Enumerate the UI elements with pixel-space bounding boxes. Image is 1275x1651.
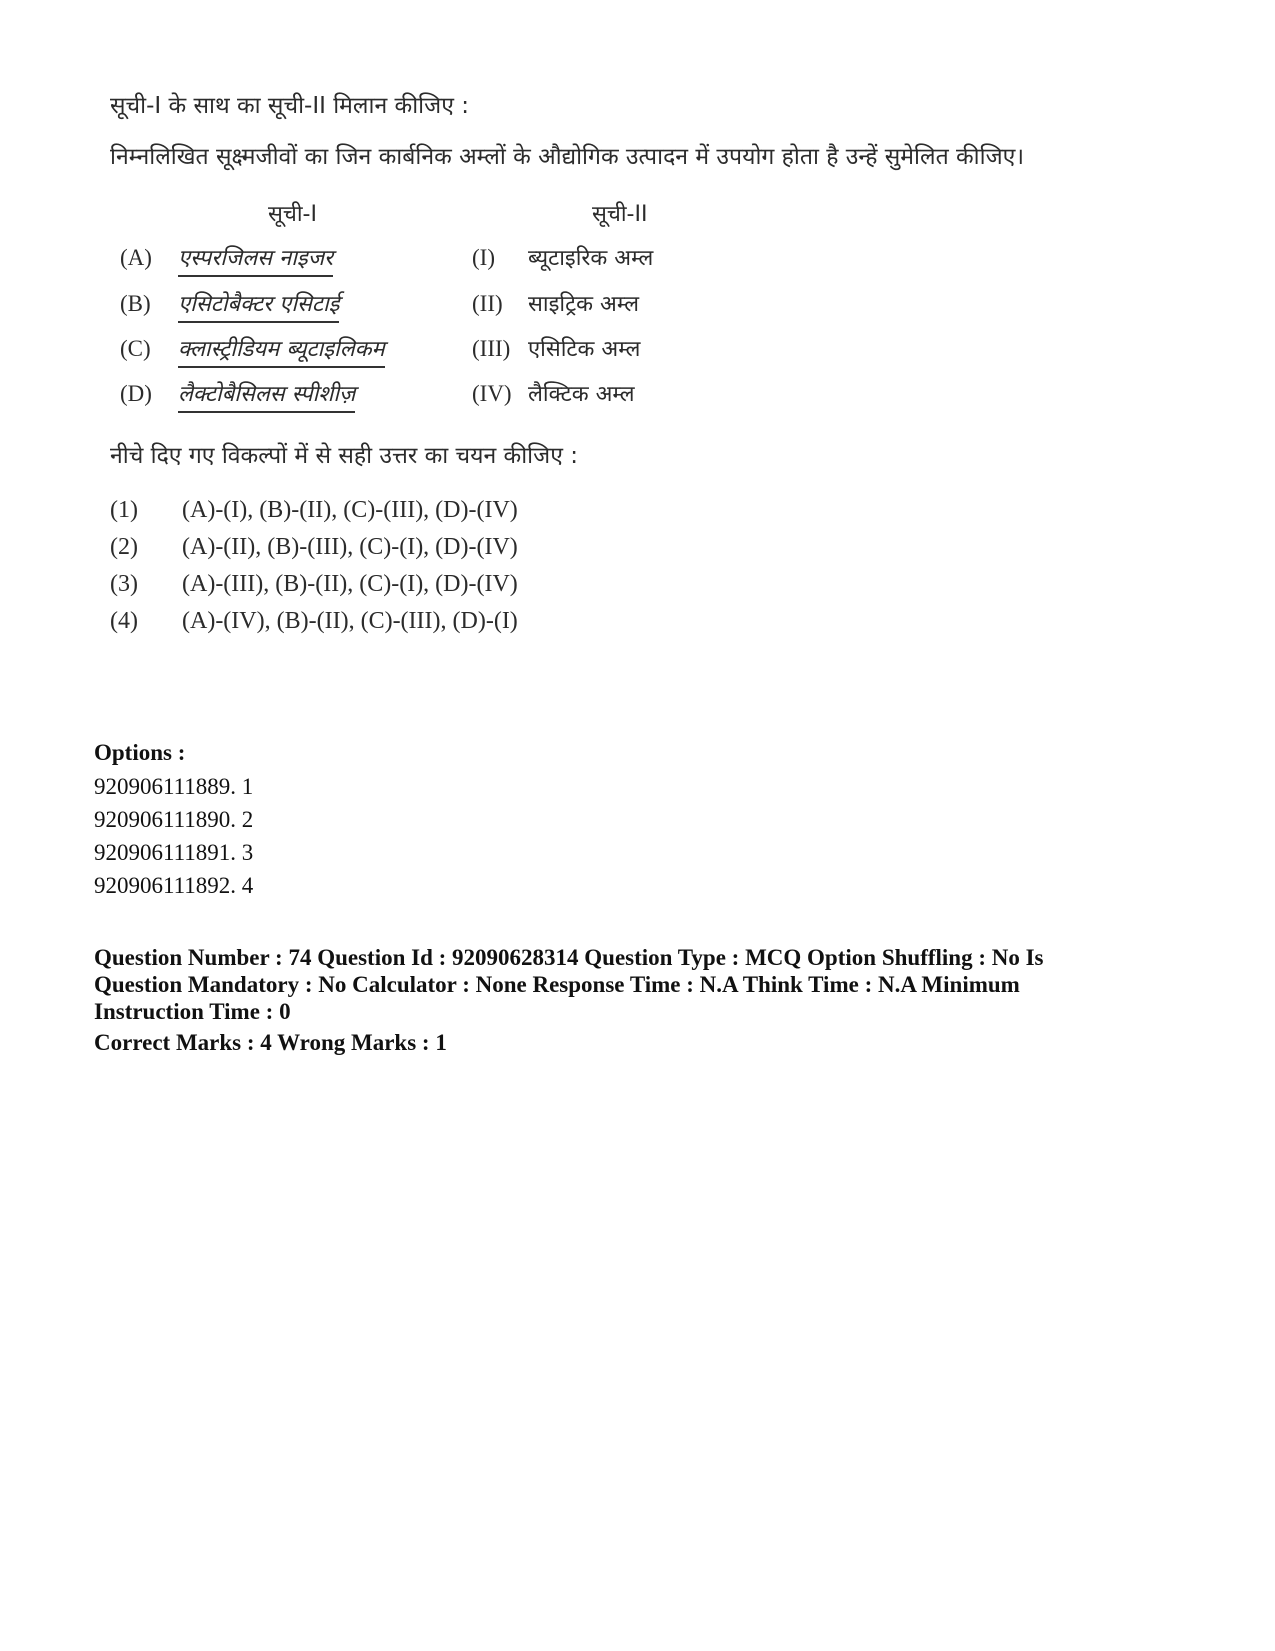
list2-item: साइट्रिक अम्ल [528, 292, 640, 317]
list1-item: एसिटोबैक्टर एसिटाई [178, 288, 339, 323]
question-info-line: Question Mandatory : No Calculator : None Response Time : N.A Think Time : N.A Minimum [94, 972, 1020, 997]
choice-text: (A)-(IV), (B)-(II), (C)-(III), (D)-(I) [182, 608, 518, 634]
list2-item: लैक्टिक अम्ल [528, 382, 635, 407]
option-id: 920906111889. 1 [94, 774, 254, 799]
list1-item: लैक्टोबैसिलस स्पीशीज़ [178, 378, 355, 413]
question-info-line: Question Number : 74 Question Id : 92090628314 Question Type : MCQ Option Shuffling : No Is [94, 945, 1044, 970]
answer-choice [110, 566, 1110, 603]
list1-label: (B) [120, 291, 151, 316]
list2-item: एसिटिक अम्ल [528, 337, 641, 362]
answer-choices [110, 492, 1110, 640]
choice-text: (A)-(III), (B)-(II), (C)-(I), (D)-(IV) [182, 571, 518, 597]
list2-row [472, 242, 653, 272]
match-table [110, 198, 1110, 428]
option-id: 920906111892. 4 [94, 873, 254, 898]
option-id: 920906111890. 2 [94, 807, 254, 832]
option-id-list [94, 770, 1104, 902]
question-instruction: निम्नलिखित सूक्ष्मजीवों का जिन कार्बनिक अम्लों के औद्योगिक उत्पादन में उपयोग होता है उन्हें सुमेलित कीजिए। [110, 144, 1025, 170]
option-id: 920906111891. 3 [94, 840, 254, 865]
answer-choice [110, 529, 1110, 566]
list1-label: (A) [120, 245, 152, 270]
question-info-line: Instruction Time : 0 [94, 999, 291, 1024]
question-info [94, 944, 1104, 1025]
choice-number: (2) [110, 534, 138, 560]
list1-header: सूची-I [268, 202, 317, 227]
choose-instruction: नीचे दिए गए विकल्पों में से सही उत्तर का चयन कीजिए : [110, 443, 578, 469]
question-content [110, 88, 1110, 640]
list2-row [472, 378, 635, 408]
list2-label: (IV) [472, 381, 512, 406]
list2-item: ब्यूटाइरिक अम्ल [528, 246, 654, 271]
list1-row [120, 333, 385, 368]
choice-number: (4) [110, 608, 138, 634]
marks-info: Correct Marks : 4 Wrong Marks : 1 [94, 1030, 447, 1055]
list2-label: (I) [472, 245, 495, 270]
match-instruction: सूची-I के साथ का सूची-II मिलान कीजिए : [110, 93, 469, 119]
options-heading: Options : [94, 740, 186, 765]
list2-row [472, 333, 640, 363]
choice-number: (3) [110, 571, 138, 597]
choice-text: (A)-(I), (B)-(II), (C)-(III), (D)-(IV) [182, 497, 518, 523]
list1-label: (D) [120, 381, 152, 406]
list2-label: (II) [472, 291, 503, 316]
list2-header: सूची-II [592, 202, 648, 227]
answer-choice [110, 603, 1110, 640]
list1-item: क्लास्ट्रीडियम ब्यूटाइलिकम [178, 333, 385, 368]
list1-row [120, 288, 339, 323]
choice-number: (1) [110, 497, 138, 523]
list1-row [120, 242, 333, 277]
list2-row [472, 288, 639, 318]
list1-row [120, 378, 355, 413]
choice-text: (A)-(II), (B)-(III), (C)-(I), (D)-(IV) [182, 534, 518, 560]
list1-item: एस्परजिलस नाइजर [178, 242, 333, 277]
answer-choice [110, 492, 1110, 529]
list1-label: (C) [120, 336, 151, 361]
list2-label: (III) [472, 336, 511, 361]
